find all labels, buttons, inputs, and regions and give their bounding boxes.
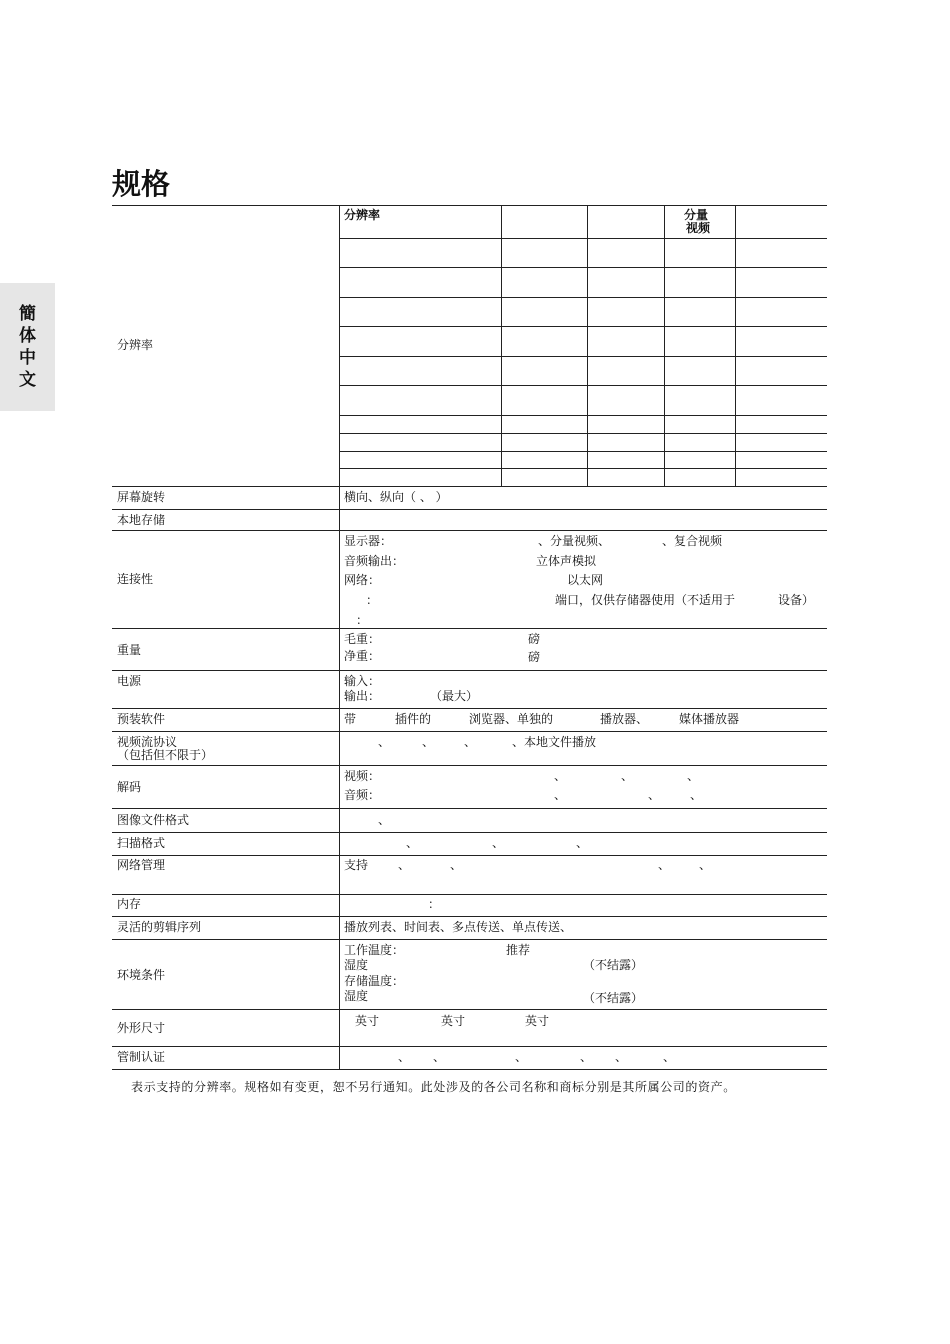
table-rule: [339, 205, 340, 1069]
env-recommend: 推荐: [506, 943, 531, 957]
row-label-rotation: 屏幕旋转: [117, 490, 166, 504]
page-title: 规格: [112, 167, 171, 201]
resolution-header-video: 视频: [686, 221, 711, 235]
decode-sep: 、: [687, 769, 700, 783]
table-rule: [112, 1046, 827, 1047]
network-mgmt-value: 支持: [344, 858, 369, 872]
table-rule: [501, 205, 502, 486]
language-side-tab: [0, 283, 55, 411]
decode-sep: 、: [690, 788, 703, 802]
row-label-streaming-note: （包括但不限于）: [117, 748, 214, 762]
connectivity-network: 网络：: [344, 573, 381, 587]
table-rule: [112, 832, 827, 833]
network-mgmt-sep: 、: [658, 858, 671, 872]
connectivity-audio: 音频输出：: [344, 554, 405, 568]
streaming-local: 、本地文件播放: [512, 735, 597, 749]
table-rule: [339, 468, 827, 469]
dimension-unit: 英寸: [355, 1014, 380, 1028]
dimension-unit: 英寸: [441, 1014, 466, 1028]
software-part: 浏览器、单独的: [469, 712, 554, 726]
network-mgmt-sep: 、: [699, 858, 712, 872]
power-input: 输入：: [344, 674, 381, 688]
table-rule: [339, 451, 827, 452]
connectivity-display-composite: 、复合视频: [662, 534, 723, 548]
side-tab-char: 中: [19, 348, 36, 368]
rotation-value: 横向、纵向（ 、 ）: [344, 490, 448, 504]
power-output-max: （最大）: [430, 689, 479, 703]
table-rule: [112, 731, 827, 732]
table-rule: [735, 205, 736, 486]
memory-colon: ：: [428, 897, 441, 911]
connectivity-display-component: 、分量视频、: [538, 534, 611, 548]
image-format-sep: 、: [378, 813, 391, 827]
certification-sep: 、: [515, 1050, 528, 1064]
row-label-network-mgmt: 网络管理: [117, 858, 166, 872]
software-part: 插件的: [395, 712, 432, 726]
table-rule: [112, 708, 827, 709]
certification-sep: 、: [433, 1050, 446, 1064]
table-rule: [112, 670, 827, 671]
connectivity-network-value: 以太网: [567, 573, 604, 587]
row-label-decode: 解码: [117, 780, 142, 794]
certification-sep: 、: [580, 1050, 593, 1064]
certification-sep: 、: [663, 1050, 676, 1064]
table-rule: [112, 894, 827, 895]
connectivity-usb-colon: ：: [366, 593, 379, 607]
row-label-streaming: 视频流协议: [117, 735, 178, 749]
table-rule: [339, 297, 827, 298]
row-label-weight: 重量: [117, 643, 142, 657]
env-storage-temp: 存储温度：: [344, 974, 405, 988]
connectivity-display: 显示器：: [344, 534, 393, 548]
table-rule: [112, 855, 827, 856]
table-rule: [112, 916, 827, 917]
connectivity-extra-colon: ：: [356, 613, 369, 627]
row-label-storage: 本地存储: [117, 513, 166, 527]
table-rule: [587, 205, 588, 486]
row-label-resolution: 分辨率: [117, 338, 154, 352]
table-rule: [112, 530, 827, 531]
editing-value: 播放列表、时间表、多点传送、单点传送、: [344, 920, 573, 934]
row-label-image-format: 图像文件格式: [117, 813, 190, 827]
table-rule: [339, 385, 827, 386]
dimension-unit: 英寸: [525, 1014, 550, 1028]
side-tab-char: 体: [19, 326, 36, 346]
software-part: 带: [344, 712, 357, 726]
footnote: 表示支持的分辨率。规格如有变更，恕不另行通知。此处涉及的各公司名称和商标分别是其所属公司的资产。: [131, 1080, 736, 1094]
table-rule: [112, 1009, 827, 1010]
power-output: 输出：: [344, 689, 381, 703]
table-rule: [112, 1069, 827, 1070]
env-no-condense-1: （不结露）: [583, 958, 644, 972]
table-rule: [339, 238, 827, 239]
table-rule: [112, 509, 827, 510]
row-label-software: 预装软件: [117, 712, 166, 726]
table-rule: [339, 415, 827, 416]
row-label-power: 电源: [117, 674, 142, 688]
side-tab-char: 簡: [19, 304, 36, 324]
table-rule: [112, 939, 827, 940]
decode-sep: 、: [554, 769, 567, 783]
scan-format-sep: 、: [576, 836, 589, 850]
row-label-memory: 内存: [117, 897, 142, 911]
decode-video: 视频：: [344, 769, 381, 783]
table-rule: [112, 765, 827, 766]
weight-gross: 毛重：: [344, 632, 381, 646]
env-humidity-1: 湿度: [344, 958, 369, 972]
table-rule: [664, 205, 665, 486]
env-humidity-2: 湿度: [344, 989, 369, 1003]
resolution-header-component: 分量: [684, 208, 709, 222]
software-part: 播放器、: [600, 712, 649, 726]
weight-net: 净重：: [344, 649, 381, 663]
table-rule: [112, 205, 827, 206]
row-label-scan-format: 扫描格式: [117, 836, 166, 850]
decode-sep: 、: [554, 788, 567, 802]
table-rule: [339, 433, 827, 434]
resolution-header-col1: 分辨率: [344, 208, 381, 222]
streaming-sep: 、: [422, 735, 435, 749]
row-label-connectivity: 连接性: [117, 572, 154, 586]
env-op-temp: 工作温度：: [344, 943, 405, 957]
scan-format-sep: 、: [492, 836, 505, 850]
weight-gross-unit: 磅: [528, 632, 541, 646]
decode-sep: 、: [621, 769, 634, 783]
row-label-environment: 环境条件: [117, 968, 166, 982]
decode-sep: 、: [648, 788, 661, 802]
certification-sep: 、: [615, 1050, 628, 1064]
connectivity-usb-value: 端口，仅供存储器使用（不适用于: [555, 593, 736, 607]
table-rule: [112, 628, 827, 629]
env-no-condense-2: （不结露）: [583, 991, 644, 1005]
streaming-sep: 、: [378, 735, 391, 749]
streaming-sep: 、: [464, 735, 477, 749]
scan-format-sep: 、: [406, 836, 419, 850]
network-mgmt-sep: 、: [450, 858, 463, 872]
certification-sep: 、: [398, 1050, 411, 1064]
decode-audio: 音频：: [344, 788, 381, 802]
table-rule: [339, 356, 827, 357]
row-label-certification: 管制认证: [117, 1050, 166, 1064]
table-rule: [339, 326, 827, 327]
side-tab-char: 文: [19, 370, 36, 390]
connectivity-usb-device: 设备）: [778, 593, 815, 607]
software-part: 媒体播放器: [679, 712, 740, 726]
table-rule: [112, 808, 827, 809]
row-label-dimensions: 外形尺寸: [117, 1021, 166, 1035]
connectivity-audio-value: 立体声模拟: [536, 554, 597, 568]
table-rule: [339, 267, 827, 268]
table-rule: [112, 486, 827, 487]
weight-net-unit: 磅: [528, 650, 541, 664]
network-mgmt-sep: 、: [398, 858, 411, 872]
row-label-editing: 灵活的剪辑序列: [117, 920, 202, 934]
